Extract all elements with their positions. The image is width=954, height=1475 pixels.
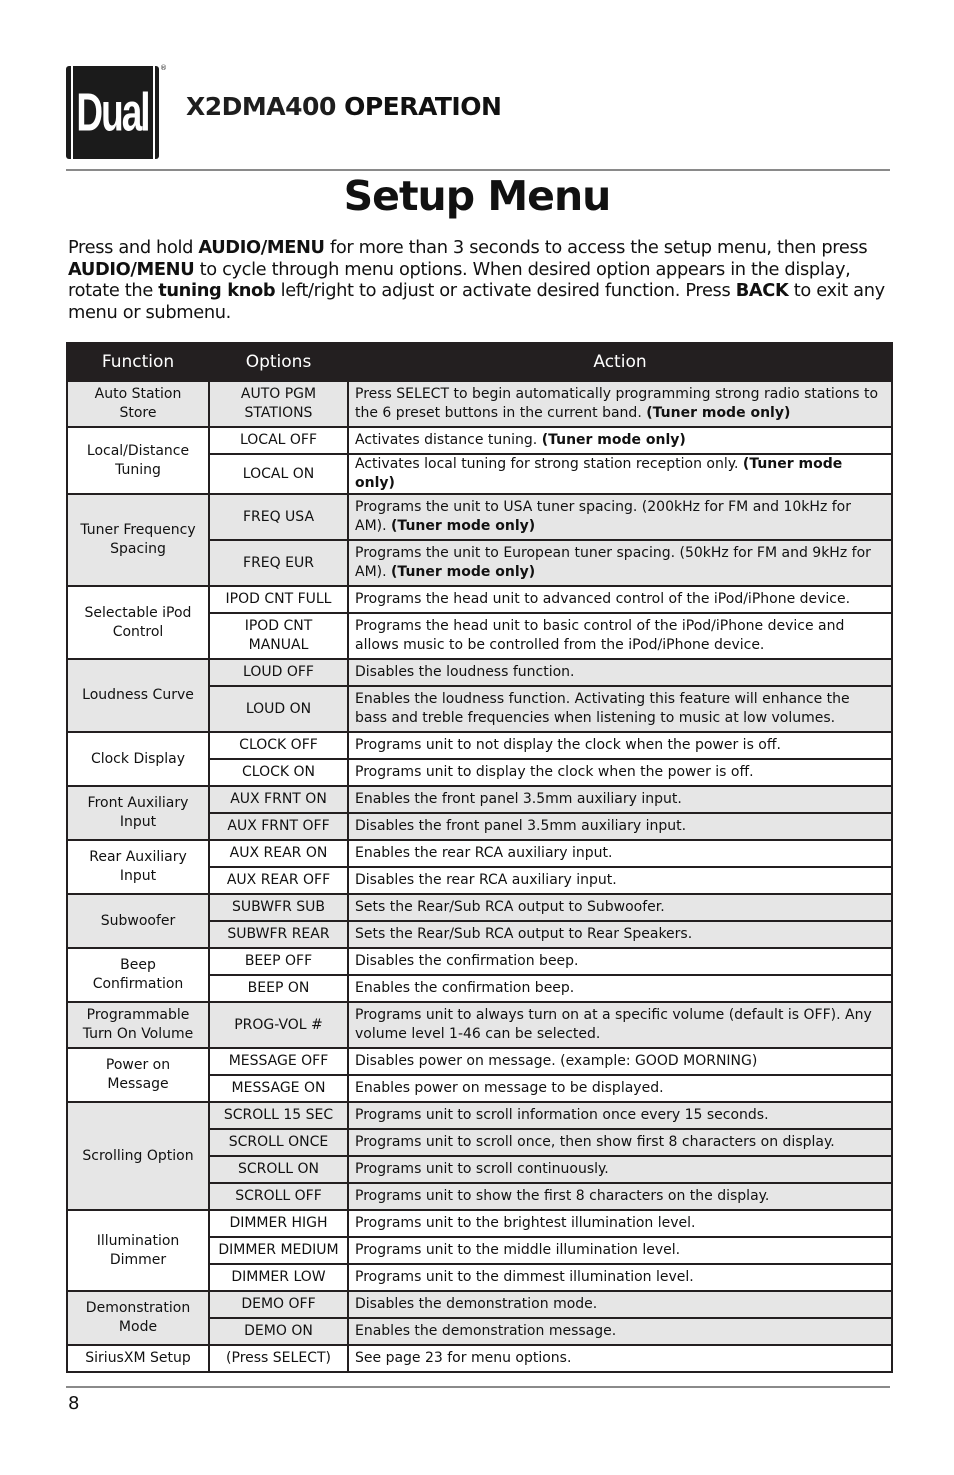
action-text: Disables the front panel 3.5mm auxiliary input. (355, 818, 687, 834)
table-row (67, 948, 892, 975)
table-row (67, 1345, 892, 1372)
action-cell (348, 540, 892, 586)
function-cell: Auto Station Store (67, 381, 209, 427)
option-cell: SCROLL 15 SEC (209, 1102, 348, 1129)
intro-text: to cycle through menu options. When desired option appears in the display, rotate the (68, 258, 851, 301)
table-row (67, 1210, 892, 1237)
action-text: Programs the unit to USA tuner spacing. (200kHz for FM and 10kHz for AM). (355, 499, 851, 534)
action-cell (348, 454, 892, 494)
action-cell (348, 427, 892, 454)
function-cell: Subwoofer (67, 894, 209, 948)
function-cell: Rear Auxiliary Input (67, 840, 209, 894)
function-cell: SiriusXM Setup (67, 1345, 209, 1372)
column-header-action: Action (348, 343, 892, 381)
tuner-mode-note: (Tuner mode only) (391, 518, 536, 534)
table-row (67, 427, 892, 454)
action-cell (348, 1291, 892, 1318)
action-text: Programs unit to scroll information once every 15 seconds. (355, 1107, 769, 1123)
action-text: Programs unit to scroll once, then show first 8 characters on display. (355, 1134, 835, 1150)
table-header-row (67, 343, 892, 381)
tuner-mode-note: (Tuner mode only) (646, 405, 791, 421)
action-cell (348, 1075, 892, 1102)
action-text: Programs the head unit to advanced control of the iPod/iPhone device. (355, 591, 851, 607)
action-text: Disables the confirmation beep. (355, 953, 579, 969)
top-divider (66, 169, 890, 171)
action-cell (348, 894, 892, 921)
action-text: Disables the loudness function. (355, 664, 575, 680)
page-title: Setup Menu (343, 172, 611, 220)
bottom-divider (66, 1386, 890, 1388)
action-text: Programs unit to scroll continuously. (355, 1161, 609, 1177)
action-cell (348, 1237, 892, 1264)
section-name: OPERATION (344, 92, 502, 121)
option-cell: SCROLL OFF (209, 1183, 348, 1210)
function-cell: Clock Display (67, 732, 209, 786)
option-cell: AUX FRNT ON (209, 786, 348, 813)
action-cell (348, 1264, 892, 1291)
intro-text: for more than 3 seconds to access the setup menu, then press (324, 237, 868, 258)
action-cell (348, 586, 892, 613)
action-cell (348, 948, 892, 975)
action-text: Activates local tuning for strong station reception only. (355, 456, 739, 472)
action-cell (348, 786, 892, 813)
table-body (67, 381, 892, 1372)
function-cell: Demonstration Mode (67, 1291, 209, 1345)
table-row (67, 1291, 892, 1318)
action-text: Disables the rear RCA auxiliary input. (355, 872, 617, 888)
action-cell (348, 813, 892, 840)
intro-keyword: AUDIO/MENU (198, 237, 325, 258)
action-text: Enables the rear RCA auxiliary input. (355, 845, 613, 861)
action-cell (348, 732, 892, 759)
action-cell (348, 381, 892, 427)
option-cell: SUBWFR REAR (209, 921, 348, 948)
option-cell: CLOCK ON (209, 759, 348, 786)
option-cell: DIMMER HIGH (209, 1210, 348, 1237)
table-row (67, 494, 892, 540)
action-text: Disables power on message. (example: GOOD MORNING) (355, 1053, 758, 1069)
action-text: Programs unit to show the first 8 characters on the display. (355, 1188, 770, 1204)
option-cell: MESSAGE ON (209, 1075, 348, 1102)
table-row (67, 732, 892, 759)
action-cell (348, 1183, 892, 1210)
table-row (67, 894, 892, 921)
action-text: Programs unit to the middle illumination level. (355, 1242, 681, 1258)
page-heading (186, 92, 501, 121)
action-text: Enables power on message to be displayed. (355, 1080, 664, 1096)
action-cell (348, 921, 892, 948)
option-cell: LOCAL OFF (209, 427, 348, 454)
action-cell (348, 1002, 892, 1048)
function-cell: Loudness Curve (67, 659, 209, 732)
action-cell (348, 659, 892, 686)
table-row (67, 786, 892, 813)
action-text: Sets the Rear/Sub RCA output to Subwoofer. (355, 899, 665, 915)
action-text: Enables the loudness function. Activating this feature will enhance the bass and treble frequencies when listening to music at low volumes. (355, 691, 850, 726)
option-cell: FREQ EUR (209, 540, 348, 586)
action-cell (348, 613, 892, 659)
tuner-mode-note: (Tuner mode only) (541, 432, 686, 448)
option-cell: IPOD CNT MANUAL (209, 613, 348, 659)
option-cell: PROG-VOL # (209, 1002, 348, 1048)
option-cell: AUX REAR OFF (209, 867, 348, 894)
action-text: See page 23 for menu options. (355, 1350, 572, 1366)
action-text: Programs unit to the brightest illumination level. (355, 1215, 696, 1231)
option-cell: SUBWFR SUB (209, 894, 348, 921)
action-cell (348, 1210, 892, 1237)
action-text: Programs unit to not display the clock when the power is off. (355, 737, 781, 753)
setup-menu-table (66, 342, 893, 1373)
action-text: Programs the head unit to basic control of the iPod/iPhone device and allows music to be controlled from the iPod/iPhone device. (355, 618, 845, 653)
tuner-mode-note: (Tuner mode only) (391, 564, 536, 580)
tuner-mode-note: (Tuner mode only) (355, 456, 843, 491)
table-row (67, 381, 892, 427)
dual-logo-text: Dual (71, 53, 155, 172)
action-cell (348, 1048, 892, 1075)
action-cell (348, 840, 892, 867)
action-text: Activates distance tuning. (355, 432, 538, 448)
function-cell: Power on Message (67, 1048, 209, 1102)
option-cell: DIMMER MEDIUM (209, 1237, 348, 1264)
function-cell: Scrolling Option (67, 1102, 209, 1210)
action-text: Enables the confirmation beep. (355, 980, 575, 996)
action-cell (348, 1345, 892, 1372)
option-cell: IPOD CNT FULL (209, 586, 348, 613)
action-text: Programs unit to the dimmest illumination level. (355, 1269, 694, 1285)
action-cell (348, 1102, 892, 1129)
table-row (67, 1102, 892, 1129)
option-cell: (Press SELECT) (209, 1345, 348, 1372)
column-header-function: Function (67, 343, 209, 381)
function-cell: Front Auxiliary Input (67, 786, 209, 840)
option-cell: CLOCK OFF (209, 732, 348, 759)
action-cell (348, 759, 892, 786)
table-row (67, 1002, 892, 1048)
action-cell (348, 1129, 892, 1156)
action-text: Programs the unit to European tuner spacing. (50kHz for FM and 9kHz for AM). (355, 545, 871, 580)
action-cell (348, 1156, 892, 1183)
intro-text: Press and hold (68, 237, 199, 258)
action-text: Programs unit to always turn on at a specific volume (default is OFF). Any volume level 1-46 can be selected. (355, 1007, 872, 1042)
function-cell: Tuner Frequency Spacing (67, 494, 209, 586)
table-row (67, 586, 892, 613)
function-cell: Local/Distance Tuning (67, 427, 209, 494)
action-text: Disables the demonstration mode. (355, 1296, 598, 1312)
intro-keyword: tuning knob (158, 280, 276, 301)
action-text: Sets the Rear/Sub RCA output to Rear Speakers. (355, 926, 693, 942)
action-cell (348, 1318, 892, 1345)
option-cell: BEEP ON (209, 975, 348, 1002)
table-row (67, 1048, 892, 1075)
intro-keyword: AUDIO/MENU (68, 258, 195, 280)
option-cell: AUTO PGM STATIONS (209, 381, 348, 427)
option-cell: MESSAGE OFF (209, 1048, 348, 1075)
option-cell: BEEP OFF (209, 948, 348, 975)
option-cell: LOUD OFF (209, 659, 348, 686)
intro-text: to exit any menu or submenu. (68, 280, 885, 323)
option-cell: DEMO OFF (209, 1291, 348, 1318)
function-cell: Selectable iPod Control (67, 586, 209, 659)
action-text: Press SELECT to begin automatically programming strong radio stations to the 6 preset buttons in the current band. (355, 386, 879, 421)
option-cell: DEMO ON (209, 1318, 348, 1345)
option-cell: AUX FRNT OFF (209, 813, 348, 840)
option-cell: SCROLL ON (209, 1156, 348, 1183)
option-cell: FREQ USA (209, 494, 348, 540)
option-cell: SCROLL ONCE (209, 1129, 348, 1156)
action-cell (348, 975, 892, 1002)
model-name: X2DMA400 (186, 92, 336, 121)
action-text: Enables the front panel 3.5mm auxiliary input. (355, 791, 682, 807)
dual-logo (66, 66, 159, 159)
column-header-options: Options (209, 343, 348, 381)
option-cell: DIMMER LOW (209, 1264, 348, 1291)
registered-mark: ® (160, 64, 167, 72)
option-cell: LOCAL ON (209, 454, 348, 494)
action-cell (348, 686, 892, 732)
function-cell: Illumination Dimmer (67, 1210, 209, 1291)
option-cell: AUX REAR ON (209, 840, 348, 867)
action-cell (348, 494, 892, 540)
page-number: 8 (68, 1393, 80, 1414)
action-cell (348, 867, 892, 894)
function-cell: Beep Confirmation (67, 948, 209, 1002)
table-row (67, 840, 892, 867)
intro-keyword: BACK (735, 280, 789, 301)
action-text: Programs unit to display the clock when the power is off. (355, 764, 754, 780)
intro-text: left/right to adjust or activate desired function. Press (275, 280, 736, 301)
action-text: Enables the demonstration message. (355, 1323, 617, 1339)
table-row (67, 659, 892, 686)
option-cell: LOUD ON (209, 686, 348, 732)
function-cell: Programmable Turn On Volume (67, 1002, 209, 1048)
intro-paragraph (68, 237, 894, 323)
